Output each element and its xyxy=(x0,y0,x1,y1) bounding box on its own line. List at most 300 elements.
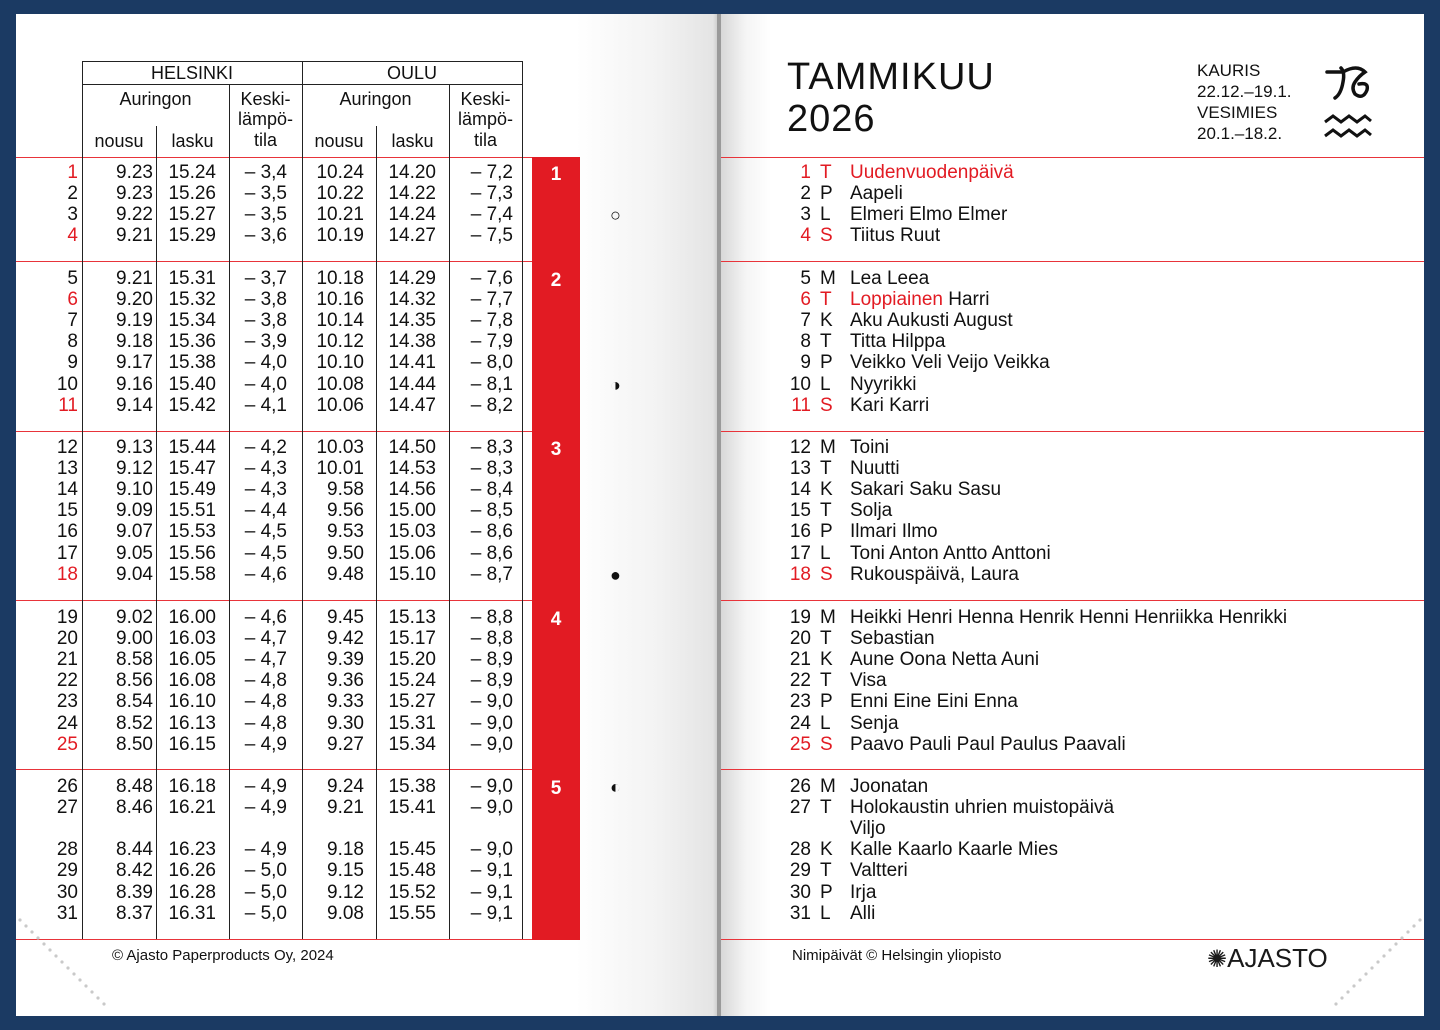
table-day-number: 23 xyxy=(56,691,78,713)
table-cell: 15.31 xyxy=(388,712,436,734)
table-cell: 9.23 xyxy=(116,183,153,205)
nameday-date: 19 xyxy=(789,607,811,628)
week-number: 5 xyxy=(550,778,562,799)
table-cell: 15.00 xyxy=(388,500,436,522)
nameday-names: Visa xyxy=(850,670,887,692)
table-day-number: 29 xyxy=(56,860,78,882)
table-cell: – 8,7 xyxy=(470,563,513,585)
table-cell: 15.20 xyxy=(388,649,436,671)
nameday-weekday: L xyxy=(820,712,831,734)
table-cell: 8.50 xyxy=(116,733,153,755)
nameday-weekday: P xyxy=(820,352,833,374)
nameday-weekday: S xyxy=(820,563,833,585)
nameday-weekday: S xyxy=(820,733,833,755)
nameday-weekday: M xyxy=(820,268,836,289)
nameday-names xyxy=(850,162,1014,183)
table-cell: 10.16 xyxy=(316,289,364,311)
table-cell: 15.58 xyxy=(168,563,216,585)
nameday-date: 1 xyxy=(800,162,811,183)
table-cell: 9.21 xyxy=(327,797,364,819)
nameday-weekday: L xyxy=(820,902,831,924)
table-cell: – 4,3 xyxy=(244,479,287,501)
table-cell: 15.48 xyxy=(388,860,436,882)
nameday-names: Kalle Kaarlo Kaarle Mies xyxy=(850,839,1059,861)
nameday-weekday: P xyxy=(820,691,833,713)
week-separator xyxy=(721,431,1424,432)
nameday-date: 23 xyxy=(789,691,811,713)
table-cell: 9.17 xyxy=(116,352,153,374)
table-cell: 9.45 xyxy=(327,607,364,628)
table-cell: 9.09 xyxy=(116,500,153,522)
table-day-number: 20 xyxy=(56,628,78,650)
table-day-number: 5 xyxy=(67,268,78,289)
table-cell: 16.15 xyxy=(168,733,216,755)
nameday-date: 27 xyxy=(789,797,811,819)
nameday-weekday: S xyxy=(820,225,833,247)
table-cell: 15.42 xyxy=(168,394,216,416)
table-cell: 8.39 xyxy=(116,881,153,903)
table-day-number: 17 xyxy=(56,542,78,564)
left-page xyxy=(16,14,717,1016)
table-day-number: 31 xyxy=(56,902,78,924)
table-cell: 9.48 xyxy=(327,563,364,585)
nameday-weekday: T xyxy=(820,289,832,311)
table-cell: – 8,4 xyxy=(470,479,513,501)
table-cell: 15.52 xyxy=(388,881,436,903)
table-cell: 14.47 xyxy=(388,394,436,416)
table-cell: 9.30 xyxy=(327,712,364,734)
nameday-names: Irja xyxy=(850,881,877,903)
nameday-date: 17 xyxy=(789,542,811,564)
table-cell: – 4,8 xyxy=(244,691,287,713)
nameday-weekday: K xyxy=(820,479,833,501)
nameday-names: Aune Oona Netta Auni xyxy=(850,649,1040,671)
header-right-rule xyxy=(522,61,523,157)
table-cell: 10.01 xyxy=(316,458,364,480)
table-cell: 15.06 xyxy=(388,542,436,564)
table-cell: 15.10 xyxy=(388,563,436,585)
week-separator xyxy=(721,157,1424,158)
new-moon-icon: ● xyxy=(610,564,621,585)
table-cell: 9.53 xyxy=(327,521,364,543)
nameday-date: 9 xyxy=(800,352,811,374)
table-cell: 9.00 xyxy=(116,628,153,650)
table-cell: – 4,2 xyxy=(244,437,287,458)
nameday-names: Nyyrikki xyxy=(850,373,917,395)
week-separator xyxy=(16,157,532,158)
table-cell: 9.39 xyxy=(327,649,364,671)
table-cell: 9.19 xyxy=(116,310,153,332)
table-cell: 14.29 xyxy=(388,268,436,289)
nameday-date: 24 xyxy=(789,712,811,734)
table-day-number: 3 xyxy=(67,204,78,226)
nameday-weekday: P xyxy=(820,183,833,205)
nameday-names: Sakari Saku Sasu xyxy=(850,479,1002,501)
nameday-names: Kari Karri xyxy=(850,394,930,416)
nameday-weekday: T xyxy=(820,628,832,650)
table-cell: 9.02 xyxy=(116,607,153,628)
nameday-names: Enni Eine Eini Enna xyxy=(850,691,1018,713)
table-cell: 15.17 xyxy=(388,628,436,650)
table-cell: – 4,1 xyxy=(244,394,287,416)
table-cell: 10.10 xyxy=(316,352,364,374)
table-cell: 9.23 xyxy=(116,162,153,183)
full-moon-icon: ○ xyxy=(610,205,621,226)
brand-burst-icon: ✺ xyxy=(1207,946,1228,973)
table-cell: 15.03 xyxy=(388,521,436,543)
table-cell: 15.38 xyxy=(168,352,216,374)
table-cell: – 4,8 xyxy=(244,712,287,734)
nameday-names: Solja xyxy=(850,500,893,522)
header-keski-h: Keski- xyxy=(240,89,291,109)
table-cell: – 8,0 xyxy=(470,352,513,374)
table-cell: 10.12 xyxy=(316,331,364,353)
table-day-number: 13 xyxy=(56,458,78,480)
week-separator xyxy=(721,769,1424,770)
table-cell: 14.44 xyxy=(388,373,436,395)
nameday-names: Valtteri xyxy=(850,860,908,882)
table-cell: 9.18 xyxy=(116,331,153,353)
table-day-number: 12 xyxy=(56,437,78,458)
zodiac2-name: VESIMIES xyxy=(1197,103,1278,122)
table-cell: 8.56 xyxy=(116,670,153,692)
table-cell: 15.40 xyxy=(168,373,216,395)
table-cell: – 4,6 xyxy=(244,563,287,585)
corner-dots-left xyxy=(16,914,116,1016)
table-day-number: 15 xyxy=(56,500,78,522)
nameday-date: 12 xyxy=(789,437,811,458)
table-cell: – 4,6 xyxy=(244,607,287,628)
table-cell: 16.13 xyxy=(168,712,216,734)
table-cell: 9.08 xyxy=(327,902,364,924)
table-cell: – 4,3 xyxy=(244,458,287,480)
table-cell: 9.12 xyxy=(327,881,364,903)
table-day-number: 10 xyxy=(56,373,78,395)
nameday-names: Titta Hilppa xyxy=(850,331,946,353)
table-cell: 15.13 xyxy=(388,607,436,628)
table-cell: – 9,0 xyxy=(470,776,513,797)
table-cell: – 8,9 xyxy=(470,649,513,671)
nameday-weekday: T xyxy=(820,458,832,480)
table-cell: – 4,9 xyxy=(244,776,287,797)
table-cell: 10.08 xyxy=(316,373,364,395)
table-cell: 8.46 xyxy=(116,797,153,819)
city-helsinki: HELSINKI xyxy=(150,63,234,83)
table-cell: – 8,6 xyxy=(470,542,513,564)
table-cell: – 3,5 xyxy=(244,183,287,205)
nameday-date: 26 xyxy=(789,776,811,797)
table-cell: 16.18 xyxy=(168,776,216,797)
header-nousu-h: nousu xyxy=(94,131,144,151)
week-separator xyxy=(16,769,532,770)
nameday-weekday: T xyxy=(820,670,832,692)
table-cell: – 7,7 xyxy=(470,289,513,311)
table-cell: 15.55 xyxy=(388,902,436,924)
table-day-number: 8 xyxy=(67,331,78,353)
nameday-date: 18 xyxy=(789,563,811,585)
nameday-weekday: T xyxy=(820,331,832,353)
table-cell: 9.14 xyxy=(116,394,153,416)
table-cell: – 9,1 xyxy=(470,902,513,924)
table-cell: 9.05 xyxy=(116,542,153,564)
table-day-number: 25 xyxy=(56,733,78,755)
table-cell: 9.33 xyxy=(327,691,364,713)
nameday-date: 2 xyxy=(800,183,811,205)
table-cell: – 9,0 xyxy=(470,712,513,734)
table-cell: – 8,2 xyxy=(470,394,513,416)
nameday-weekday: S xyxy=(820,394,833,416)
table-day-number: 30 xyxy=(56,881,78,903)
table-cell: – 4,0 xyxy=(244,352,287,374)
table-cell: 15.32 xyxy=(168,289,216,311)
corner-dots-right xyxy=(1324,914,1424,1016)
table-day-number: 9 xyxy=(67,352,78,374)
nameday-date: 30 xyxy=(789,881,811,903)
table-cell: – 5,0 xyxy=(244,881,287,903)
table-cell: – 3,7 xyxy=(244,268,287,289)
week-number: 4 xyxy=(550,609,562,630)
nameday-date: 3 xyxy=(800,204,811,226)
table-day-number: 28 xyxy=(56,839,78,861)
table-day-number: 2 xyxy=(67,183,78,205)
table-cell: 15.26 xyxy=(168,183,216,205)
table-cell: 16.05 xyxy=(168,649,216,671)
table-cell: – 8,8 xyxy=(470,628,513,650)
table-cell: 8.44 xyxy=(116,839,153,861)
table-cell: 15.34 xyxy=(168,310,216,332)
table-cell: 10.18 xyxy=(316,268,364,289)
nameday-date: 15 xyxy=(789,500,811,522)
header-keski-o: Keski- xyxy=(460,89,511,109)
table-cell: 14.56 xyxy=(388,479,436,501)
table-cell: 15.38 xyxy=(388,776,436,797)
week-separator xyxy=(721,600,1424,601)
table-cell: 15.56 xyxy=(168,542,216,564)
zodiac2-dates: 20.1.–18.2. xyxy=(1197,124,1283,143)
header-auringon-o: Auringon xyxy=(339,89,412,109)
nameday-names: Toini xyxy=(850,437,890,458)
week-number: 2 xyxy=(550,270,562,291)
table-cell: 14.32 xyxy=(388,289,436,311)
nameday-names: Lea Leea xyxy=(850,268,930,289)
nameday-weekday: P xyxy=(820,521,833,543)
table-cell: 9.18 xyxy=(327,839,364,861)
table-cell: 15.53 xyxy=(168,521,216,543)
table-cell: 14.41 xyxy=(388,352,436,374)
table-cell: 9.58 xyxy=(327,479,364,501)
table-day-number: 11 xyxy=(58,394,78,416)
nameday-weekday: M xyxy=(820,437,836,458)
zodiac1-name: KAURIS xyxy=(1197,61,1261,80)
nameday-date: 10 xyxy=(789,373,811,395)
table-cell: 16.00 xyxy=(168,607,216,628)
table-day-number: 19 xyxy=(56,607,78,628)
table-cell: 9.20 xyxy=(116,289,153,311)
nameday-names: Paavo Pauli Paul Paulus Paavali xyxy=(850,733,1126,755)
nameday-weekday: M xyxy=(820,607,836,628)
table-cell: 16.31 xyxy=(168,902,216,924)
nameday-weekday: K xyxy=(820,649,833,671)
table-cell: 10.21 xyxy=(316,204,364,226)
brand-logo xyxy=(1207,944,1328,974)
table-day-number: 18 xyxy=(56,563,78,585)
nameday-names: Ilmari Ilmo xyxy=(850,521,938,543)
table-cell: – 7,6 xyxy=(470,268,513,289)
header-auringon-h: Auringon xyxy=(119,89,192,109)
nameday-weekday: K xyxy=(820,839,833,861)
week-separator xyxy=(721,939,1424,940)
nameday-names: Veikko Veli Veijo Veikka xyxy=(850,352,1050,374)
zodiac-info xyxy=(1197,60,1292,144)
nameday-date: 14 xyxy=(789,479,811,501)
table-cell: – 3,4 xyxy=(244,162,287,183)
month-year: 2026 xyxy=(787,98,876,140)
table-cell: – 7,8 xyxy=(470,310,513,332)
table-cell: 10.06 xyxy=(316,394,364,416)
nameday-names: Loppiainen Harri xyxy=(850,289,990,311)
table-cell: – 3,9 xyxy=(244,331,287,353)
nameday-date: 16 xyxy=(789,521,811,543)
table-cell: 15.41 xyxy=(388,797,436,819)
table-cell: 16.28 xyxy=(168,881,216,903)
aquarius-icon xyxy=(1321,112,1377,142)
table-cell: 10.22 xyxy=(316,183,364,205)
table-cell: 15.27 xyxy=(388,691,436,713)
capricorn-icon xyxy=(1321,58,1377,104)
table-day-number: 27 xyxy=(56,797,78,819)
table-cell: – 8,5 xyxy=(470,500,513,522)
table-cell: 15.31 xyxy=(168,268,216,289)
table-cell: – 9,0 xyxy=(470,691,513,713)
table-cell: – 4,9 xyxy=(244,797,287,819)
table-cell: 9.12 xyxy=(116,458,153,480)
table-cell: 14.50 xyxy=(388,437,436,458)
table-cell: 9.15 xyxy=(327,860,364,882)
nameday-weekday: L xyxy=(820,373,831,395)
week-separator xyxy=(16,600,532,601)
table-cell: – 8,6 xyxy=(470,521,513,543)
nameday-date: 5 xyxy=(800,268,811,289)
header-nousu-o: nousu xyxy=(314,131,364,151)
table-cell: – 9,1 xyxy=(470,881,513,903)
table-day-number: 6 xyxy=(67,289,78,311)
table-cell: 15.36 xyxy=(168,331,216,353)
nameday-date: 22 xyxy=(789,670,811,692)
table-cell: 15.34 xyxy=(388,733,436,755)
nameday-weekday: T xyxy=(820,162,832,183)
month-name: TAMMIKUU xyxy=(787,56,995,98)
table-cell: 15.29 xyxy=(168,225,216,247)
nameday-date: 7 xyxy=(800,310,811,332)
table-cell: 14.22 xyxy=(388,183,436,205)
table-cell: 16.23 xyxy=(168,839,216,861)
table-cell: 8.37 xyxy=(116,902,153,924)
nameday-names: Aku Aukusti August xyxy=(850,310,1013,332)
nameday-date: 4 xyxy=(800,225,811,247)
nameday-weekday: K xyxy=(820,310,833,332)
table-cell: 9.13 xyxy=(116,437,153,458)
nameday-date: 8 xyxy=(800,331,811,353)
table-cell: – 8,3 xyxy=(470,437,513,458)
table-cell: – 4,8 xyxy=(244,670,287,692)
header-lasku-o: lasku xyxy=(391,131,434,151)
table-cell: 16.21 xyxy=(168,797,216,819)
column-rule xyxy=(522,157,523,939)
table-cell: – 8,3 xyxy=(470,458,513,480)
week-separator xyxy=(16,261,532,262)
table-cell: – 4,7 xyxy=(244,628,287,650)
table-cell: – 7,9 xyxy=(470,331,513,353)
nameday-date: 29 xyxy=(789,860,811,882)
table-cell: 9.22 xyxy=(116,204,153,226)
nameday-date: 13 xyxy=(789,458,811,480)
table-cell: 10.03 xyxy=(316,437,364,458)
table-cell: 16.10 xyxy=(168,691,216,713)
week-number: 1 xyxy=(550,164,562,185)
nameday-names: Holokaustin uhrien muistopäivä xyxy=(850,797,1115,819)
brand-name: AJASTO xyxy=(1227,943,1328,973)
table-cell: 10.19 xyxy=(316,225,364,247)
table-cell: 14.24 xyxy=(388,204,436,226)
header-tila-h: tila xyxy=(253,130,277,150)
table-cell: – 8,8 xyxy=(470,607,513,628)
week-separator xyxy=(16,431,532,432)
right-footer-credit: Nimipäivät © Helsingin yliopisto xyxy=(792,947,1002,964)
table-cell: 9.56 xyxy=(327,500,364,522)
table-cell: 9.04 xyxy=(116,563,153,585)
table-day-number: 14 xyxy=(56,479,78,501)
table-cell: 9.21 xyxy=(116,268,153,289)
table-cell: – 3,8 xyxy=(244,310,287,332)
nameday-weekday: T xyxy=(820,860,832,882)
table-cell: – 4,5 xyxy=(244,542,287,564)
table-cell: 14.53 xyxy=(388,458,436,480)
table-cell: – 7,4 xyxy=(470,204,513,226)
table-cell: – 5,0 xyxy=(244,860,287,882)
nameday-date: 21 xyxy=(789,649,811,671)
table-day-number: 21 xyxy=(56,649,78,671)
holiday-name: Loppiainen xyxy=(850,289,943,311)
nameday-names: Toni Anton Antto Anttoni xyxy=(850,542,1051,564)
table-cell: – 9,0 xyxy=(470,797,513,819)
table-cell: 15.44 xyxy=(168,437,216,458)
nameday-date: 11 xyxy=(791,394,811,416)
table-cell: – 3,6 xyxy=(244,225,287,247)
last-quarter-icon: ◑ xyxy=(610,374,621,395)
table-cell: – 4,0 xyxy=(244,373,287,395)
table-cell: – 4,5 xyxy=(244,521,287,543)
table-cell: – 7,5 xyxy=(470,225,513,247)
table-cell: 10.24 xyxy=(316,162,364,183)
nameday-date: 31 xyxy=(789,902,811,924)
nameday-weekday: P xyxy=(820,881,833,903)
table-cell: 9.24 xyxy=(327,776,364,797)
first-quarter-icon: ◐ xyxy=(610,777,621,797)
table-cell: – 3,5 xyxy=(244,204,287,226)
nameday-date: 28 xyxy=(789,839,811,861)
table-cell: 8.48 xyxy=(116,776,153,797)
table-cell: 14.35 xyxy=(388,310,436,332)
table-day-number: 22 xyxy=(56,670,78,692)
nameday-weekday: L xyxy=(820,542,831,564)
holiday-name: Uudenvuodenpäivä xyxy=(850,162,1014,183)
table-cell: 15.24 xyxy=(388,670,436,692)
table-cell: 15.24 xyxy=(168,162,216,183)
table-cell: 16.26 xyxy=(168,860,216,882)
table-cell: 8.52 xyxy=(116,712,153,734)
table-cell: – 9,1 xyxy=(470,860,513,882)
table-cell: 14.27 xyxy=(388,225,436,247)
